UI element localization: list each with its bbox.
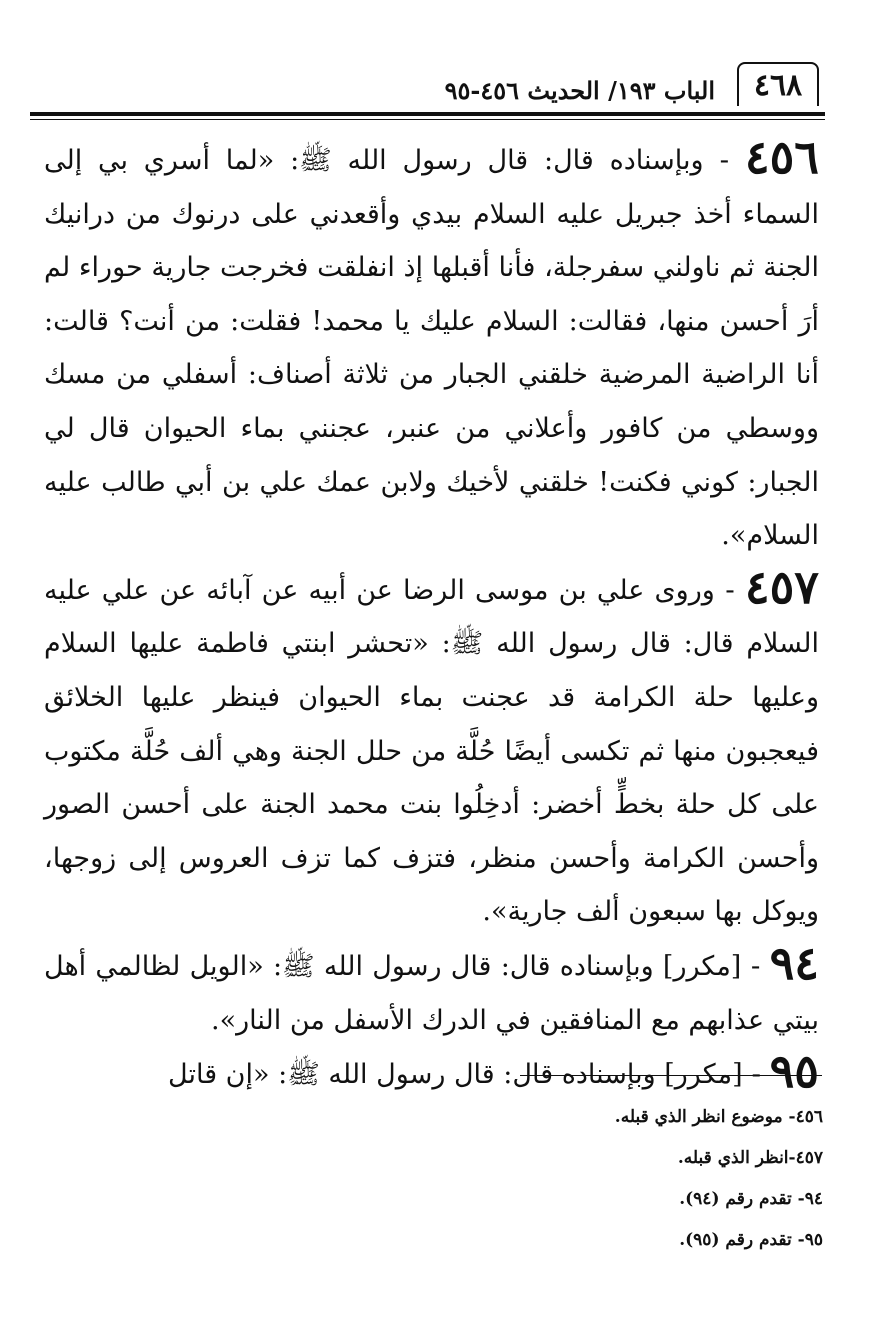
- hadith-number: ٩٥: [769, 1044, 819, 1099]
- header-thin-rule: [30, 119, 825, 120]
- dash-separator: -: [703, 143, 730, 176]
- footnote: ٤٥٦- موضوع انظر الذي قبله.: [614, 1107, 823, 1127]
- footnote-separator: [520, 1075, 822, 1076]
- running-title: الباب ١٩٣/ الحديث ٤٥٦-٩٥: [444, 76, 715, 105]
- hadith-number: ٤٥٦: [744, 130, 820, 184]
- hadith-text: [مكرر] وبإسناده قال: قال رسول الله ﷺ: «إن قاتل: [168, 1059, 743, 1091]
- hadith-number: ٩٤: [769, 935, 819, 990]
- header-thick-rule: [30, 112, 825, 116]
- dash-separator: -: [742, 1057, 761, 1091]
- dash-separator: -: [714, 572, 735, 606]
- footnote: ٩٤- تقدم رقم (٩٤).: [679, 1189, 823, 1209]
- page-header: [30, 56, 825, 122]
- hadith-entry: [44, 130, 820, 563]
- hadith-entry: [44, 935, 819, 1047]
- hadith-text: وبإسناده قال: قال رسول الله ﷺ: «لما أسري بي إلى السماء أخذ جبريل عليه السلام بيدي وأقعدني على درنوك من درانيك الجنة ثم ناولني سفرجلة، فأنا أقبلها إذ انفلقت فخرجت جارية حوراء لم أرَ أحسن منها، فقالت: السلام عليك يا محمد! فقلت: من أنت؟ قالت: أنا الراضية المرضية خلقني الجبار من ثلاثة أصناف: أسفلي من مسك ووسطي من كافور وأعلاني من عنبر، عجنني بماء الحيوان قال لي الجبار: كوني فكنت! خلقني لأخيك ولابن عمك علي بن أبي طالب عليه السلام».: [44, 145, 819, 552]
- hadith-number: ٤٥٧: [744, 559, 819, 614]
- footnote: ٤٥٧-انظر الذي قبله.: [677, 1148, 823, 1168]
- hadith-text: وروى علي بن موسى الرضا عن أبيه عن آبائه عن علي عليه السلام قال: قال رسول الله ﷺ: «تحشر ابنتي فاطمة عليها السلام وعليها حلة الكرامة قد عجنت بماء الحيوان فينظر عليها الخلائق فيعجبون منها ثم تكسى أيضًا حُلَّة من حلل الجنة وهي ألف حُلَّة مكتوب على كل حلة بخطٍّ أخضر: أدخِلُوا بنت محمد الجنة على أحسن الصور وأحسن الكرامة وأحسن منظر، فتزف كما تزف العروس إلى زوجها، ويوكل بها سبعون ألف جارية».: [44, 574, 819, 928]
- footnotes: [323, 1097, 823, 1261]
- hadith-text: [مكرر] وبإسناده قال: قال رسول الله ﷺ: «الويل لظالمي أهل بيتي عذابهم مع المنافقين في الدرك الأسفل من النار».: [44, 950, 819, 1036]
- main-text: [44, 130, 820, 1102]
- footnote: ٩٥- تقدم رقم (٩٥).: [679, 1230, 823, 1250]
- page-number: ٤٦٨: [737, 62, 819, 106]
- dash-separator: -: [741, 948, 761, 982]
- hadith-entry: [44, 559, 819, 939]
